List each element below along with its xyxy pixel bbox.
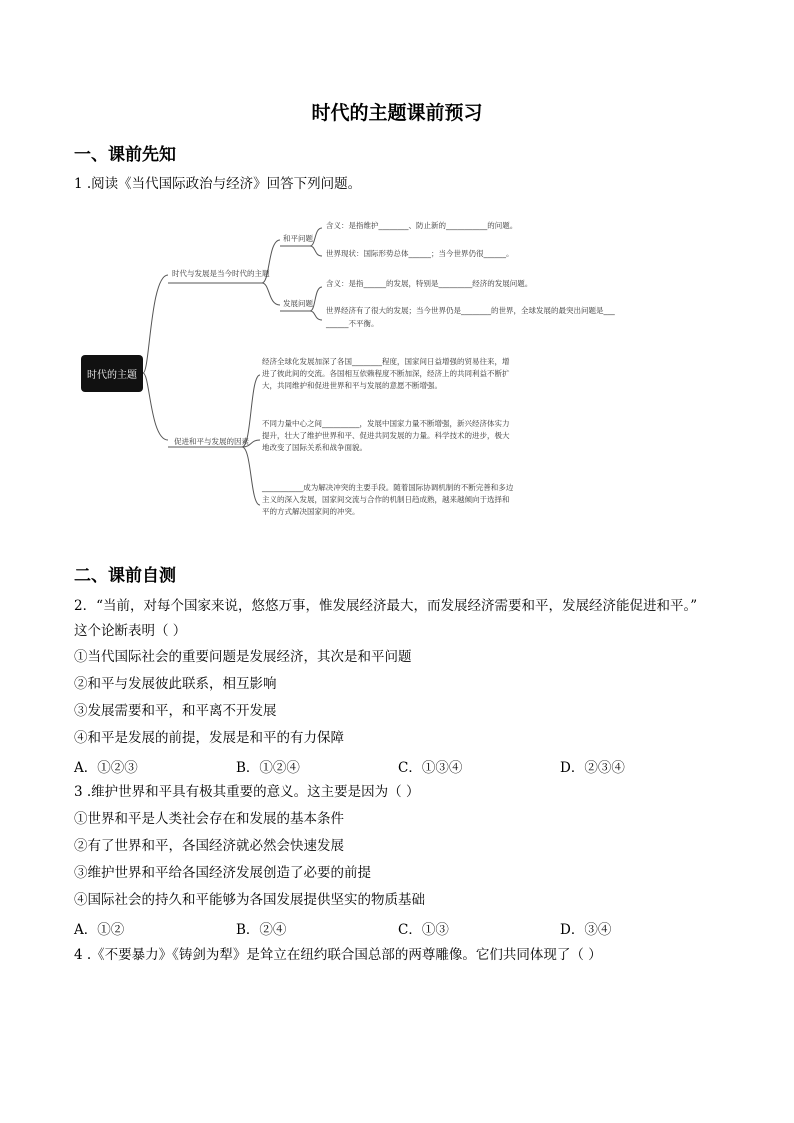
mindmap-leaf-dev-1: 含义：是指______的发展，特别是_________经济的发展问题。 xyxy=(326,279,533,288)
mindmap-branch-1: 时代与发展是当今时代的主题 xyxy=(172,269,270,278)
question-3-stem: 3 .维护世界和平具有极其重要的意义。这主要是因为（ ） xyxy=(74,784,420,800)
question-2-item: ①当代国际社会的重要问题是发展经济，其次是和平问题 xyxy=(74,649,412,665)
question-4-stem: 4 .《不要暴力》《铸剑为犁》是耸立在纽约联合国总部的两尊雕像。它们共同体现了（ ） xyxy=(74,947,602,963)
section-heading-self-test: 二、课前自测 xyxy=(74,566,176,586)
page-title: 时代的主题课前预习 xyxy=(311,102,483,124)
question-3-item: ①世界和平是人类社会存在和发展的基本条件 xyxy=(74,811,344,827)
mindmap-leaf-dev-2a: 世界经济有了很大的发展；当今世界仍是________的世界，全球发展的最突出问题是___ xyxy=(326,306,615,315)
question-1: 1 .阅读《当代国际政治与经济》回答下列问题。 xyxy=(74,176,362,192)
question-3-option-c[interactable]: C．①③ xyxy=(398,922,449,938)
question-2-option-c[interactable]: C．①③④ xyxy=(398,760,463,776)
question-3-item: ④国际社会的持久和平能够为各国发展提供坚实的物质基础 xyxy=(74,892,425,908)
question-2-item: ③发展需要和平，和平离不开发展 xyxy=(74,703,277,719)
section-heading-preview: 一、课前先知 xyxy=(74,145,176,165)
mindmap-branch-2: 促进和平与发展的因素 xyxy=(174,437,249,446)
question-3-item: ②有了世界和平，各国经济就必然会快速发展 xyxy=(74,838,344,854)
mindmap-node-development: 发展问题 xyxy=(283,299,313,308)
question-2-stem-line-1: 2．“当前，对每个国家来说，悠悠万事，惟发展经济最大，而发展经济需要和平，发展经济能促进和平。” xyxy=(74,598,698,614)
question-3-option-a[interactable]: A．①② xyxy=(74,922,125,938)
question-2-option-b[interactable]: B．①②④ xyxy=(236,760,300,776)
connector-root-branch1 xyxy=(143,275,168,373)
question-2-item: ④和平是发展的前提，发展是和平的有力保障 xyxy=(74,730,344,746)
question-2-option-d[interactable]: D．②③④ xyxy=(560,760,625,776)
mindmap-factor-1: 经济全球化发展加深了各国________程度，国家间日益增强的贸易往来，增进了彼此间的交流。各国相互依赖程度不断加深，经济上的共同利益不断扩大，共同维护和促进世界和平与发展的意愿不断增强。 xyxy=(262,357,510,390)
mindmap-leaf-dev-2b: ______不平衡。 xyxy=(326,319,379,328)
mindmap-leaf-peace-2: 世界现状：国际形势总体______；当今世界仍很______。 xyxy=(326,249,514,258)
mindmap-leaf-peace-1: 含义：是指维护________、防止新的___________的问题。 xyxy=(326,221,518,230)
connector-root-branch2 xyxy=(143,373,168,440)
mindmap-root: 时代的主题 xyxy=(81,355,143,392)
question-3-item: ③维护世界和平给各国经济发展创造了必要的前提 xyxy=(74,865,371,881)
mindmap-factor-3: ___________成为解决冲突的主要手段。随着国际协调机制的不断完善和多边主义的深入发展，国家间交流与合作的机制日趋成熟，越来越倾向于选择和平的方式解决国家间的冲突。 xyxy=(262,483,514,516)
question-2-item: ②和平与发展彼此联系，相互影响 xyxy=(74,676,277,692)
question-3-option-d[interactable]: D．③④ xyxy=(560,922,612,938)
question-2-stem-line-2: 这个论断表明（ ） xyxy=(74,623,187,639)
mindmap-node-peace: 和平问题 xyxy=(283,234,313,243)
question-2-option-a[interactable]: A．①②③ xyxy=(74,760,138,776)
mindmap-factor-2: 不同力量中心之间__________，发展中国家力量不断增强，新兴经济体实力提升，壮大了维护世界和平、促进共同发展的力量。科学技术的进步，极大地改变了国际关系和战争面貌。 xyxy=(262,419,510,452)
question-3-option-b[interactable]: B．②④ xyxy=(236,922,287,938)
